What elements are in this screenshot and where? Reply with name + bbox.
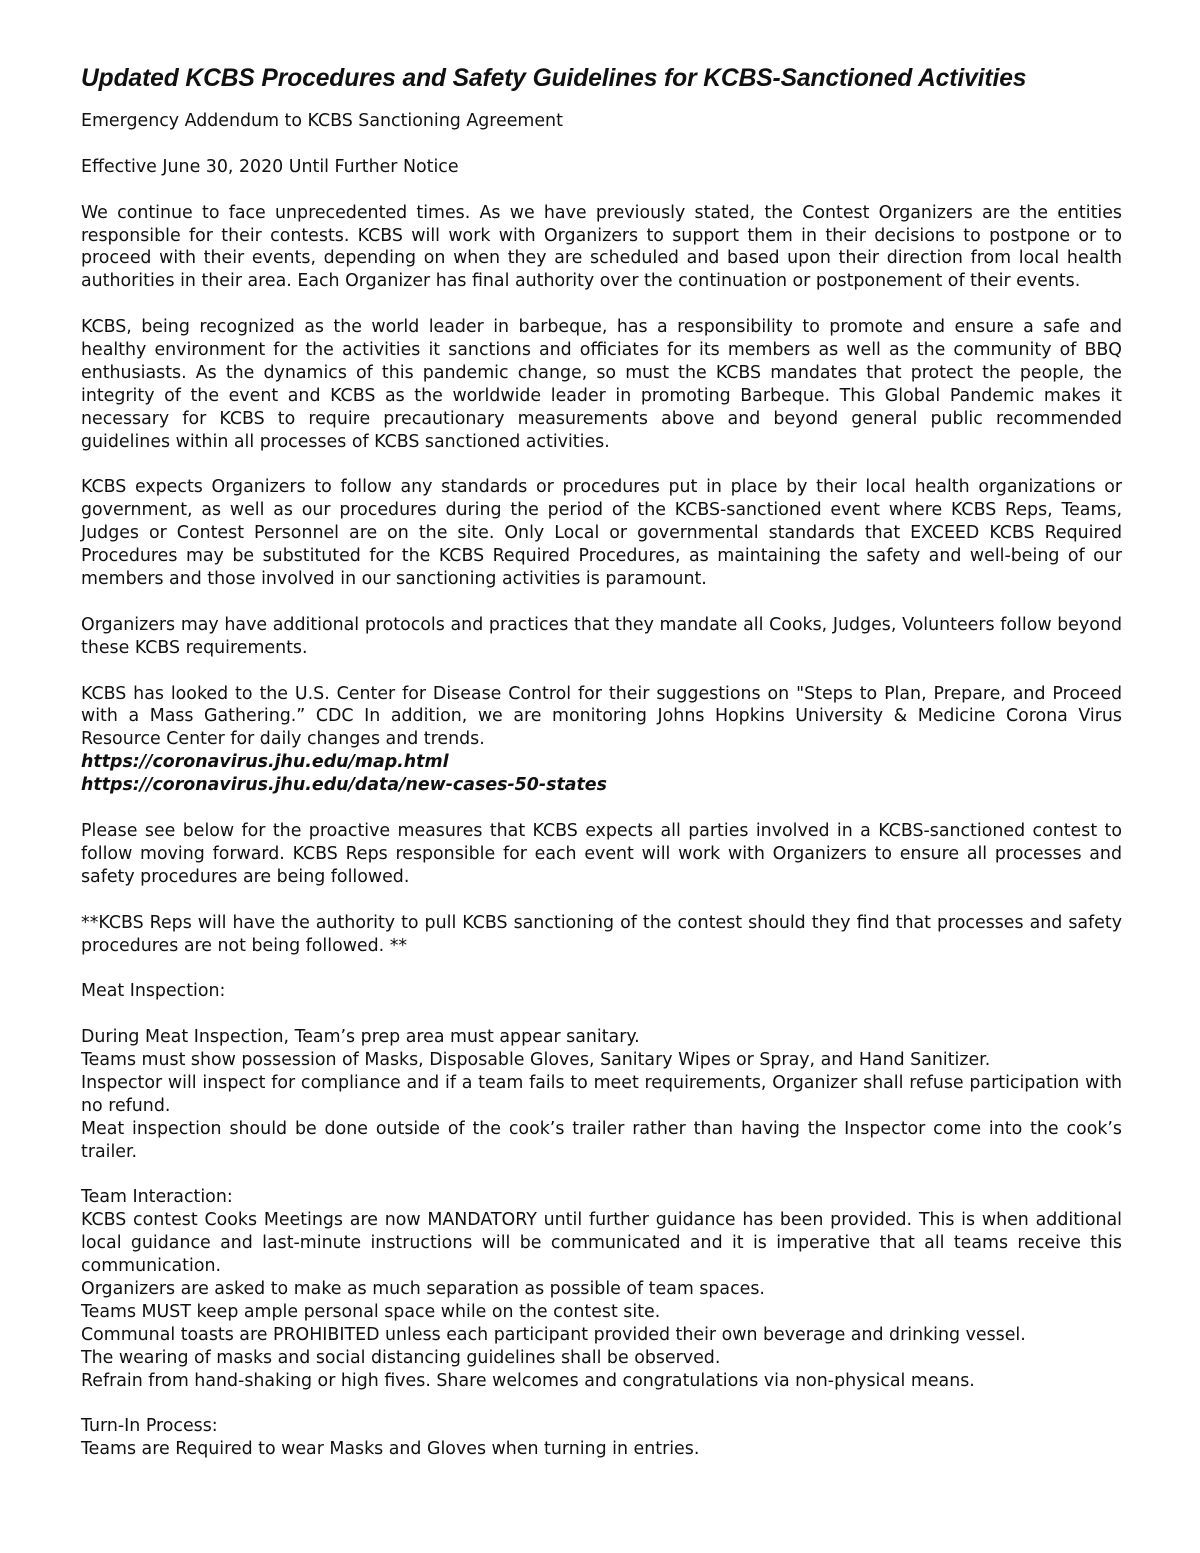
paragraph-organizer-protocols: Organizers may have additional protocols and practices that they mandate all Cooks, Judges, Volunteers follow beyond these KCBS requirements. <box>81 614 1122 658</box>
team-interaction-item: Teams MUST keep ample personal space while on the contest site. <box>81 1301 661 1322</box>
paragraph-leadership: KCBS, being recognized as the world leader in barbeque, has a responsibility to promote and ensure a safe and healthy environment for the activities it sanctions and officiates for its members as well as the community of BBQ enthusiasts. As the dynamics of this pandemic change, so must the KCBS mandates that protect the people, the integrity of the event and KCBS as the worldwide leader in promoting Barbeque. This Global Pandemic makes it necessary for KCBS to require precautionary measurements above and beyond general public recommended guidelines within all processes of KCBS sanctioned activities. <box>81 317 1122 452</box>
paragraph-proactive-measures: Please see below for the proactive measures that KCBS expects all parties involved in a KCBS-sanctioned contest to follow moving forward. KCBS Reps responsible for each event will work with Organizers to ensure all processes and safety procedures are being followed. <box>81 820 1122 887</box>
turn-in-section <box>81 1415 1122 1461</box>
meat-inspection-heading: Meat Inspection: <box>81 981 226 1002</box>
meat-inspection-item: Teams must show possession of Masks, Disposable Gloves, Sanitary Wipes or Spray, and Hand Sanitizer. <box>81 1050 991 1070</box>
meat-inspection-item: Inspector will inspect for compliance and if a team fails to meet requirements, Organizer shall refuse participation with no refund. <box>81 1072 1122 1116</box>
subtitle: Emergency Addendum to KCBS Sanctioning Agreement <box>81 111 563 131</box>
link-jhu-cases[interactable]: https://coronavirus.jhu.edu/data/new-cases-50-states <box>81 775 607 796</box>
paragraph-intro: We continue to face unprecedented times. As we have previously stated, the Contest Organizers are the entities responsible for their contests. KCBS will work with Organizers to support them in their decisions to postpone or to proceed with their events, depending on when they are scheduled and based upon their direction from local health authorities in their area. Each Organizer has final authority over the continuation or postponement of their events. <box>81 202 1122 292</box>
team-interaction-item: Refrain from hand-shaking or high fives. Share welcomes and congratulations via non-physical means. <box>81 1370 975 1391</box>
turn-in-item: Teams are Required to wear Masks and Gloves when turning in entries. <box>81 1439 700 1460</box>
team-interaction-item: The wearing of masks and social distancing guidelines shall be observed. <box>81 1347 721 1368</box>
document-body <box>81 110 1122 1461</box>
document-page <box>81 62 1122 1461</box>
team-interaction-section <box>81 1186 1122 1392</box>
team-interaction-item: KCBS contest Cooks Meetings are now MANDATORY until further guidance has been provided. This is when additional local guidance and last-minute instructions will be communicated and it is imperative that all teams receive this communication. <box>81 1210 1122 1277</box>
turn-in-heading: Turn-In Process: <box>81 1416 218 1437</box>
resource-links <box>81 751 1122 797</box>
team-interaction-heading: Team Interaction: <box>81 1187 233 1208</box>
document-title: Updated KCBS Procedures and Safety Guidelines for KCBS-Sanctioned Activities <box>81 65 1027 92</box>
team-interaction-item: Organizers are asked to make as much separation as possible of team spaces. <box>81 1279 765 1300</box>
paragraph-rep-authority: **KCBS Reps will have the authority to pull KCBS sanctioning of the contest should they find that processes and safety procedures are not being followed. ** <box>81 912 1122 956</box>
meat-inspection-section <box>81 1026 1122 1163</box>
paragraph-cdc: KCBS has looked to the U.S. Center for Disease Control for their suggestions on "Steps to Plan, Prepare, and Proceed with a Mass Gathering.” CDC In addition, we are monitoring Johns Hopkins University & Medicine Corona Virus Resource Center for daily changes and trends. <box>81 683 1122 750</box>
effective-date: Effective June 30, 2020 Until Further Notice <box>81 156 459 177</box>
meat-inspection-item: Meat inspection should be done outside of the cook’s trailer rather than having the Inspector come into the cook’s trailer. <box>81 1118 1122 1162</box>
meat-inspection-item: During Meat Inspection, Team’s prep area must appear sanitary. <box>81 1027 640 1048</box>
paragraph-standards: KCBS expects Organizers to follow any standards or procedures put in place by their local health organizations or government, as well as our procedures during the period of the KCBS-sanctioned event where KCBS Reps, Teams, Judges or Contest Personnel are on the site. Only Local or governmental standards that EXCEED KCBS Required Procedures may be substituted for the KCBS Required Procedures, as maintaining the safety and well-being of our members and those involved in our sanctioning activities is paramount. <box>81 477 1122 590</box>
link-jhu-map[interactable]: https://coronavirus.jhu.edu/map.html <box>81 752 449 773</box>
team-interaction-item: Communal toasts are PROHIBITED unless each participant provided their own beverage and drinking vessel. <box>81 1324 1026 1345</box>
